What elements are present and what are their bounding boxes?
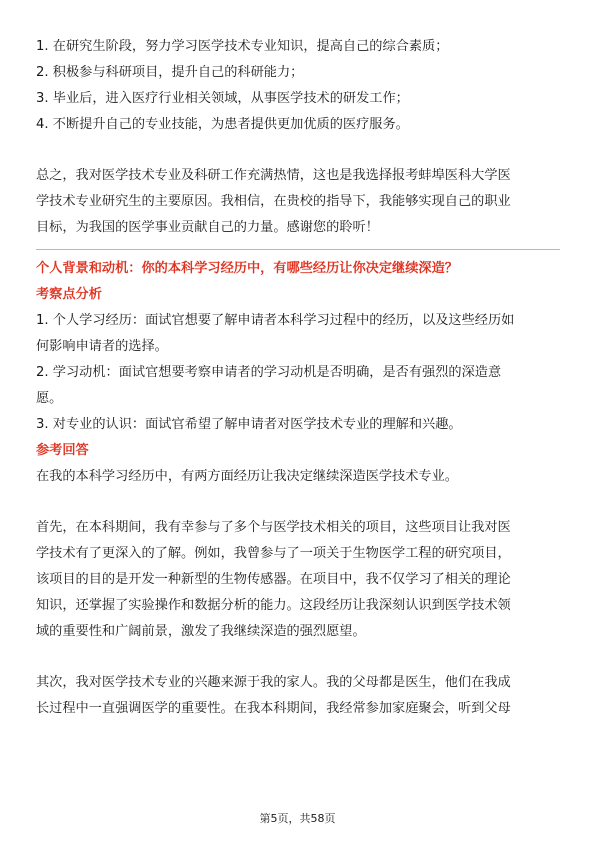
goal-item: 1. 在研究生阶段，努力学习医学技术专业知识，提高自己的综合素质； [36, 39, 449, 54]
goals-list [36, 34, 560, 138]
analysis-list [36, 308, 560, 438]
goal-item: 3. 毕业后，进入医疗行业相关领域，从事医学技术的研发工作； [36, 91, 409, 106]
conclusion-paragraph [36, 163, 560, 241]
answer-line: 域的重要性和广阔前景，激发了我继续深造的强烈愿望。 [36, 624, 366, 639]
answer-line: 知识，还掌握了实验操作和数据分析的能力。这段经历让我深刻认识到医学技术领 [36, 598, 511, 613]
spacer [36, 490, 560, 515]
analysis-item-line: 愿。 [36, 391, 63, 406]
page-content [36, 34, 560, 722]
answer-heading: 参考回答 [36, 443, 89, 458]
analysis-item-line: 何影响申请者的选择。 [36, 339, 168, 354]
spacer [36, 138, 560, 163]
goal-item: 4. 不断提升自己的专业技能，为患者提供更加优质的医疗服务。 [36, 117, 409, 132]
spacer [36, 645, 560, 670]
conclusion-line: 目标，为我国的医学事业贡献自己的力量。感谢您的聆听！ [36, 220, 379, 235]
analysis-item-line: 1. 个人学习经历：面试官想要了解申请者本科学习过程中的经历，以及这些经历如 [36, 313, 515, 328]
goal-item: 2. 积极参与科研项目，提升自己的科研能力； [36, 65, 304, 80]
analysis-heading: 考察点分析 [36, 287, 102, 302]
section-divider [36, 249, 560, 250]
answer-line: 首先，在本科期间，我有幸参与了多个与医学技术相关的项目，这些项目让我对医 [36, 520, 511, 535]
answer-line: 其次，我对医学技术专业的兴趣来源于我的家人。我的父母都是医生，他们在我成 [36, 675, 511, 690]
interview-question: 个人背景和动机：你的本科学习经历中，有哪些经历让你决定继续深造？ [36, 261, 458, 276]
answer-line: 该项目的目的是开发一种新型的生物传感器。在项目中，我不仅学习了相关的理论 [36, 572, 511, 587]
answer-intro: 在我的本科学习经历中，有两方面经历让我决定继续深造医学技术专业。 [36, 469, 458, 484]
analysis-item-line: 2. 学习动机：面试官想要考察申请者的学习动机是否明确，是否有强烈的深造意 [36, 365, 502, 380]
answer-line: 长过程中一直强调医学的重要性。在我本科期间，我经常参加家庭聚会，听到父母 [36, 701, 511, 716]
conclusion-line: 学技术专业研究生的主要原因。我相信，在贵校的指导下，我能够实现自己的职业 [36, 194, 511, 209]
page-footer: 第5页，共58页 [259, 812, 336, 825]
answer-line: 学技术有了更深入的了解。例如，我曾参与了一项关于生物医学工程的研究项目， [36, 546, 511, 561]
answer-paragraph-1 [36, 515, 560, 645]
answer-paragraph-2 [36, 670, 560, 722]
analysis-item-line: 3. 对专业的认识：面试官希望了解申请者对医学技术专业的理解和兴趣。 [36, 417, 462, 432]
conclusion-line: 总之，我对医学技术专业及科研工作充满热情，这也是我选择报考蚌埠医科大学医 [36, 168, 511, 183]
